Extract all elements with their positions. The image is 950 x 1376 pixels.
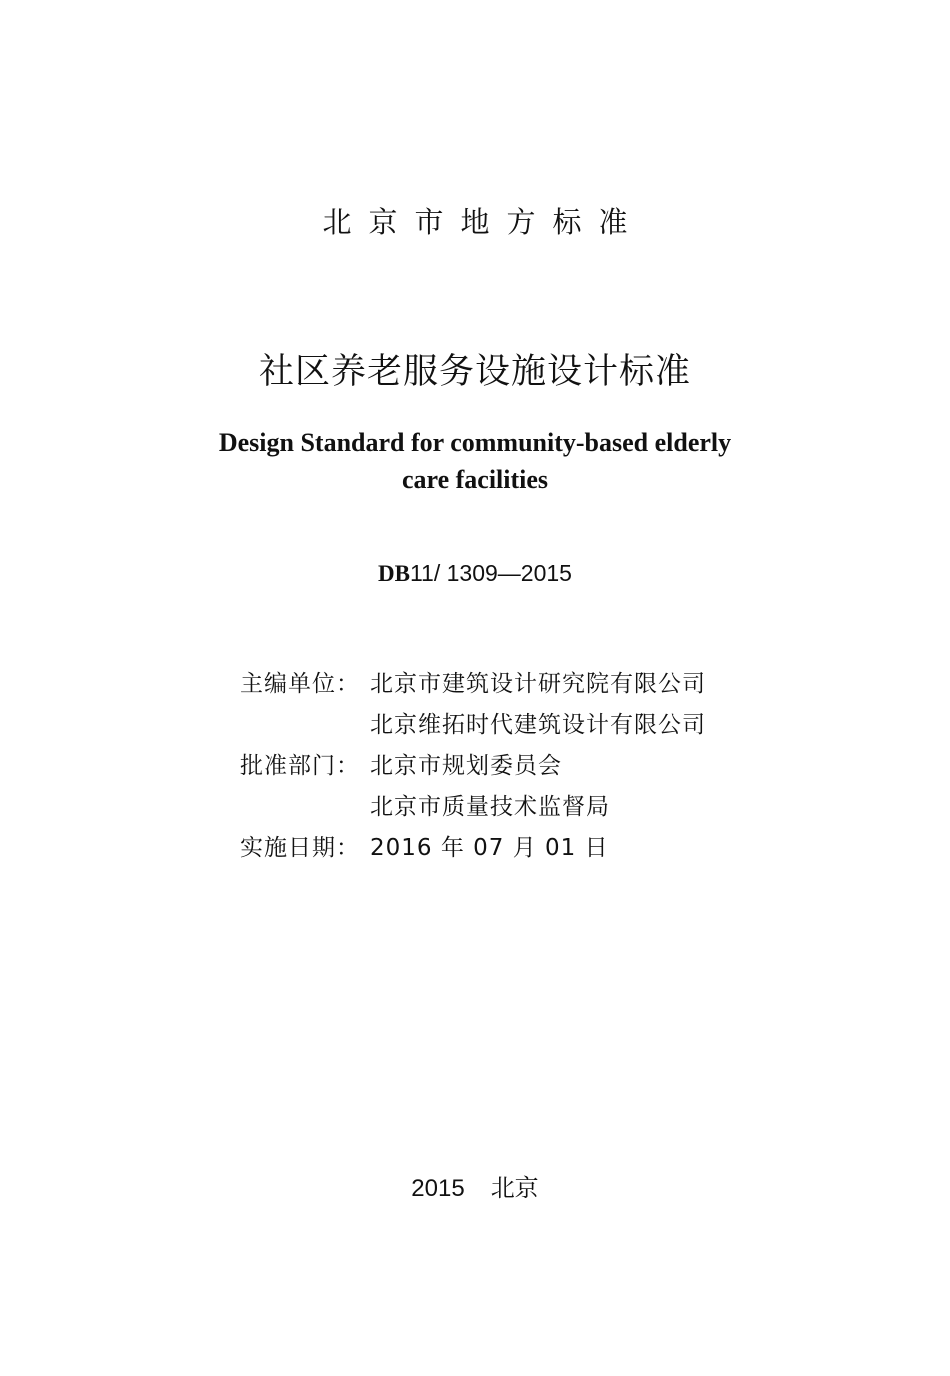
publication-year: 2015 (411, 1175, 465, 1202)
title-english-line-2: care facilities (401, 465, 549, 494)
approvers-row (240, 746, 840, 828)
approver-item: 北京市规划委员会 (370, 753, 562, 779)
standard-code (0, 556, 950, 591)
effective-date-row (240, 828, 840, 869)
publication-info (240, 664, 840, 869)
editors-label: 主编单位： (240, 671, 360, 697)
effective-date-value: 2016 年 07 月 01 日 (370, 835, 609, 861)
approvers-list (370, 746, 840, 828)
editor-item: 北京市建筑设计研究院有限公司 (370, 671, 706, 697)
approvers-label: 批准部门： (240, 753, 360, 779)
standard-code-number: 11/ 1309—2015 (409, 560, 572, 586)
effective-date-label: 实施日期： (240, 835, 360, 861)
title-english-line-1: Design Standard for community-based elderly (218, 428, 732, 457)
editors-list (370, 664, 840, 746)
effective-date-value-wrap (370, 828, 840, 869)
publication-city: 北京 (490, 1174, 539, 1202)
approver-item: 北京市质量技术监督局 (370, 794, 610, 820)
standard-code-prefix: DB (378, 561, 410, 586)
title-chinese: 社区养老服务设施设计标准 (258, 352, 691, 392)
editor-item: 北京维拓时代建筑设计有限公司 (370, 712, 706, 738)
editors-row (240, 664, 840, 746)
standard-category-header: 北京市地方标准 (322, 205, 645, 239)
title-english (0, 424, 950, 498)
publication-footer (0, 1170, 950, 1207)
